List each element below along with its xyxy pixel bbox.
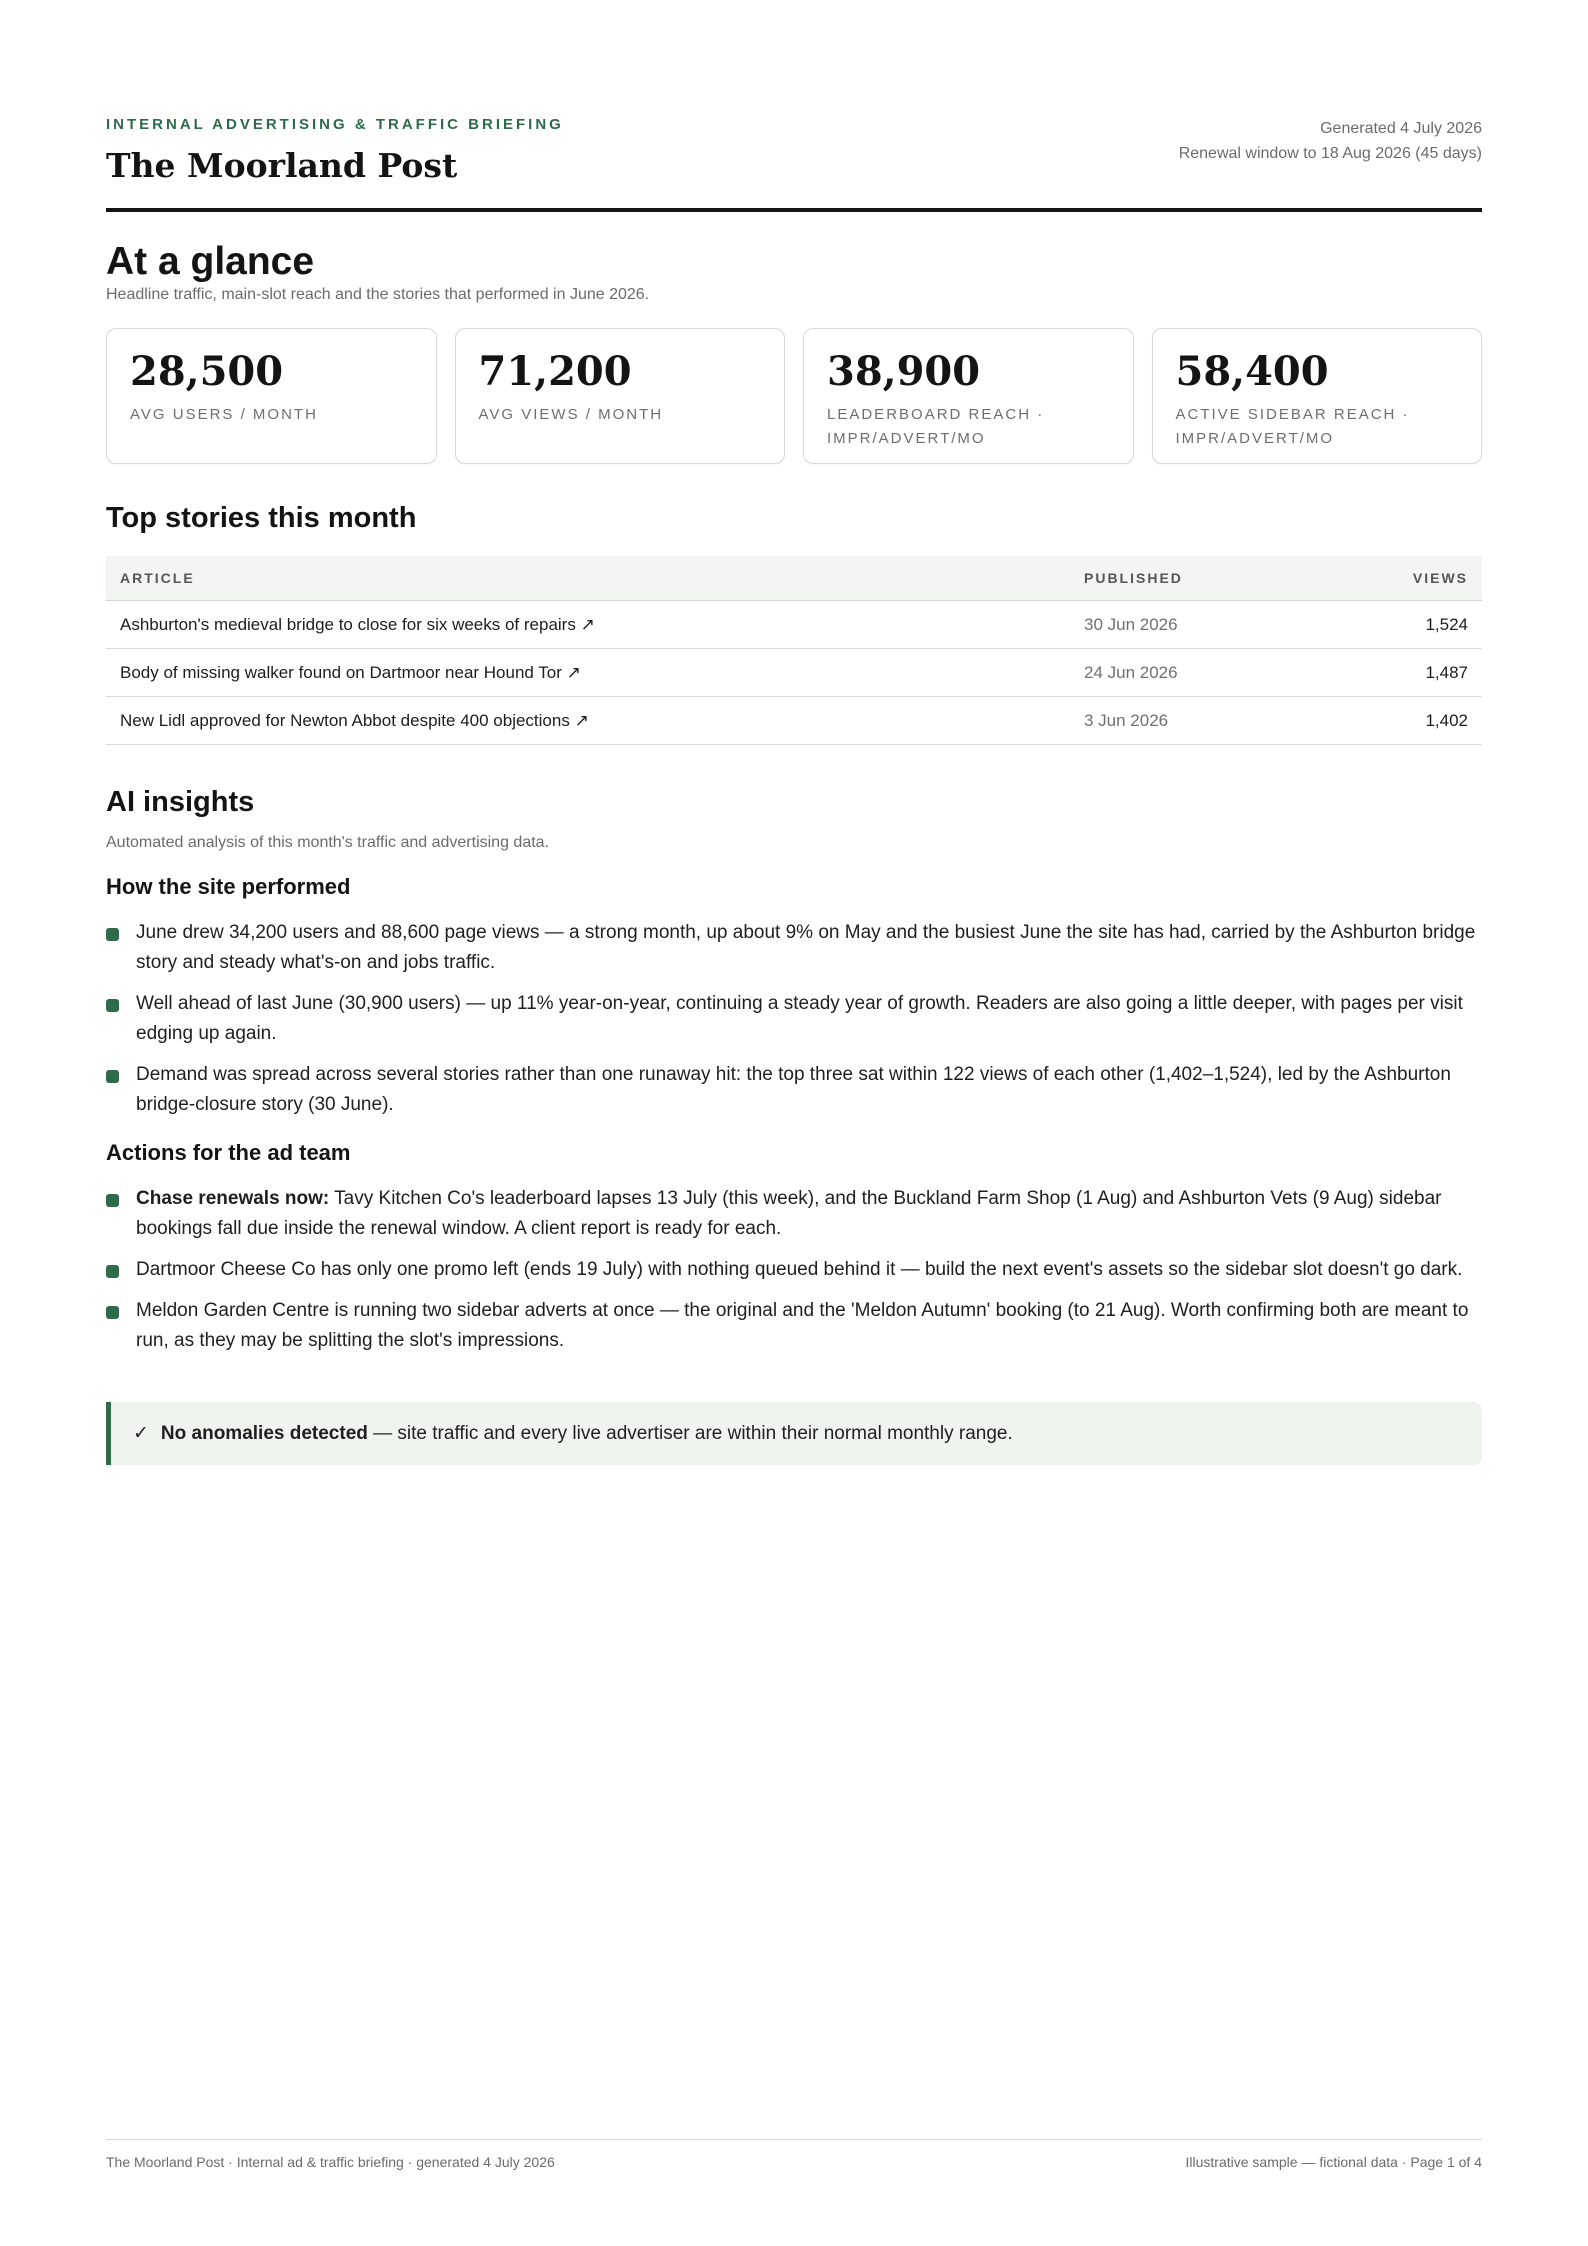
top-stories-table <box>106 556 1482 745</box>
list-item <box>106 1255 1482 1285</box>
kpi-label: ACTIVE SIDEBAR REACH · IMPR/ADVERT/MO <box>1175 406 1410 447</box>
article-link[interactable]: Body of missing walker found on Dartmoor near Hound Tor ↗ <box>106 649 1070 697</box>
list-item <box>106 918 1482 978</box>
bullet-icon <box>106 999 119 1012</box>
list-item <box>106 1060 1482 1120</box>
published-date: 24 Jun 2026 <box>1070 649 1344 697</box>
bullet-icon <box>106 1306 119 1319</box>
actions-list <box>106 1184 1482 1367</box>
kpi-label: LEADERBOARD REACH · IMPR/ADVERT/MO <box>827 406 1045 447</box>
bullet-icon <box>106 1070 119 1083</box>
column-header-published: PUBLISHED <box>1070 556 1344 601</box>
views-count: 1,402 <box>1344 697 1482 745</box>
table-row <box>106 601 1482 649</box>
notice-text <box>161 1423 1013 1445</box>
table-header-row <box>106 556 1482 601</box>
published-date: 3 Jun 2026 <box>1070 697 1344 745</box>
report-meta <box>1179 116 1482 166</box>
kpi-card-sidebar-reach <box>1152 328 1483 464</box>
performance-list <box>106 918 1482 1131</box>
article-link[interactable]: Ashburton's medieval bridge to close for six weeks of repairs ↗ <box>106 601 1070 649</box>
table-row <box>106 697 1482 745</box>
views-count: 1,524 <box>1344 601 1482 649</box>
glance-subtitle: Headline traffic, main-slot reach and the stories that performed in June 2026. <box>106 286 650 303</box>
performance-heading: How the site performed <box>106 874 351 899</box>
bullet-icon <box>106 928 119 941</box>
action-lead: Chase renewals now: <box>136 1188 330 1209</box>
kpi-card-users <box>106 328 437 464</box>
actions-heading: Actions for the ad team <box>106 1140 351 1165</box>
check-icon: ✓ <box>133 1423 149 1444</box>
bullet-text: Meldon Garden Centre is running two sidebar adverts at once — the original and the 'Meldon Autumn' booking (to 21 Aug). Worth confirming both are meant to run, as they may be splitting the slot's impressions. <box>136 1300 1469 1351</box>
article-link[interactable]: New Lidl approved for Newton Abbot despite 400 objections ↗ <box>106 697 1070 745</box>
list-item <box>106 1184 1482 1244</box>
footer-right: Illustrative sample — fictional data · Page 1 of 4 <box>1185 2154 1482 2170</box>
masthead-title: The Moorland Post <box>106 146 458 185</box>
kpi-value: 38,900 <box>827 348 981 395</box>
kpi-value: 58,400 <box>1175 348 1329 395</box>
list-item <box>106 989 1482 1049</box>
kpi-label: AVG USERS / MONTH <box>130 406 318 423</box>
briefing-page <box>106 0 1482 2246</box>
kpi-label: AVG VIEWS / MONTH <box>478 406 664 423</box>
report-kicker: INTERNAL ADVERTISING & TRAFFIC BRIEFING <box>106 116 564 133</box>
views-count: 1,487 <box>1344 649 1482 697</box>
table-row <box>106 649 1482 697</box>
bullet-icon <box>106 1265 119 1278</box>
notice-strong: No anomalies detected <box>160 1422 368 1444</box>
glance-heading: At a glance <box>106 240 315 283</box>
kpi-card-leaderboard-reach <box>803 328 1134 464</box>
bullet-icon <box>106 1194 119 1207</box>
ai-insights-subtitle: Automated analysis of this month's traffic and advertising data. <box>106 834 549 851</box>
bullet-text: Dartmoor Cheese Co has only one promo left (ends 19 July) with nothing queued behind it — build the next event's assets so the sidebar slot doesn't go dark. <box>136 1259 1463 1280</box>
notice-detail: — site traffic and every live advertiser are within their normal monthly range. <box>367 1422 1013 1444</box>
renewal-window: Renewal window to 18 Aug 2026 (45 days) <box>1178 145 1482 162</box>
kpi-card-views <box>455 328 786 464</box>
bullet-text: Tavy Kitchen Co's leaderboard lapses 13 July (this week), and the Buckland Farm Shop (1 Aug) and Ashburton Vets (9 Aug) sidebar bookings fall due inside the renewal window. A client report is ready for each. <box>136 1188 1442 1239</box>
column-header-article: ARTICLE <box>106 556 1070 601</box>
bullet-text: Well ahead of last June (30,900 users) — up 11% year-on-year, continuing a steady year of growth. Readers are also going a little deeper, with pages per visit edging up again. <box>136 993 1463 1044</box>
header-divider <box>106 208 1482 212</box>
kpi-value: 28,500 <box>130 348 284 395</box>
list-item <box>106 1296 1482 1356</box>
bullet-text: June drew 34,200 users and 88,600 page views — a strong month, up about 9% on May and the busiest June the site has had, carried by the Ashburton bridge story and steady what's-on and jobs traffic. <box>136 922 1476 973</box>
footer-divider <box>106 2139 1482 2140</box>
kpi-value: 71,200 <box>478 348 632 395</box>
bullet-text: Demand was spread across several stories rather than one runaway hit: the top three sat within 122 views of each other (1,402–1,524), led by the Ashburton bridge-closure story (30 June). <box>136 1064 1451 1115</box>
column-header-views: VIEWS <box>1344 556 1482 601</box>
kpi-cards <box>106 328 1482 464</box>
footer-left: The Moorland Post · Internal ad & traffic briefing · generated 4 July 2026 <box>106 2154 555 2170</box>
anomaly-notice <box>106 1402 1482 1465</box>
generated-date: Generated 4 July 2026 <box>1320 120 1482 137</box>
published-date: 30 Jun 2026 <box>1070 601 1344 649</box>
top-stories-heading: Top stories this month <box>106 502 417 534</box>
ai-insights-heading: AI insights <box>106 786 255 818</box>
page-footer <box>106 2154 1482 2170</box>
